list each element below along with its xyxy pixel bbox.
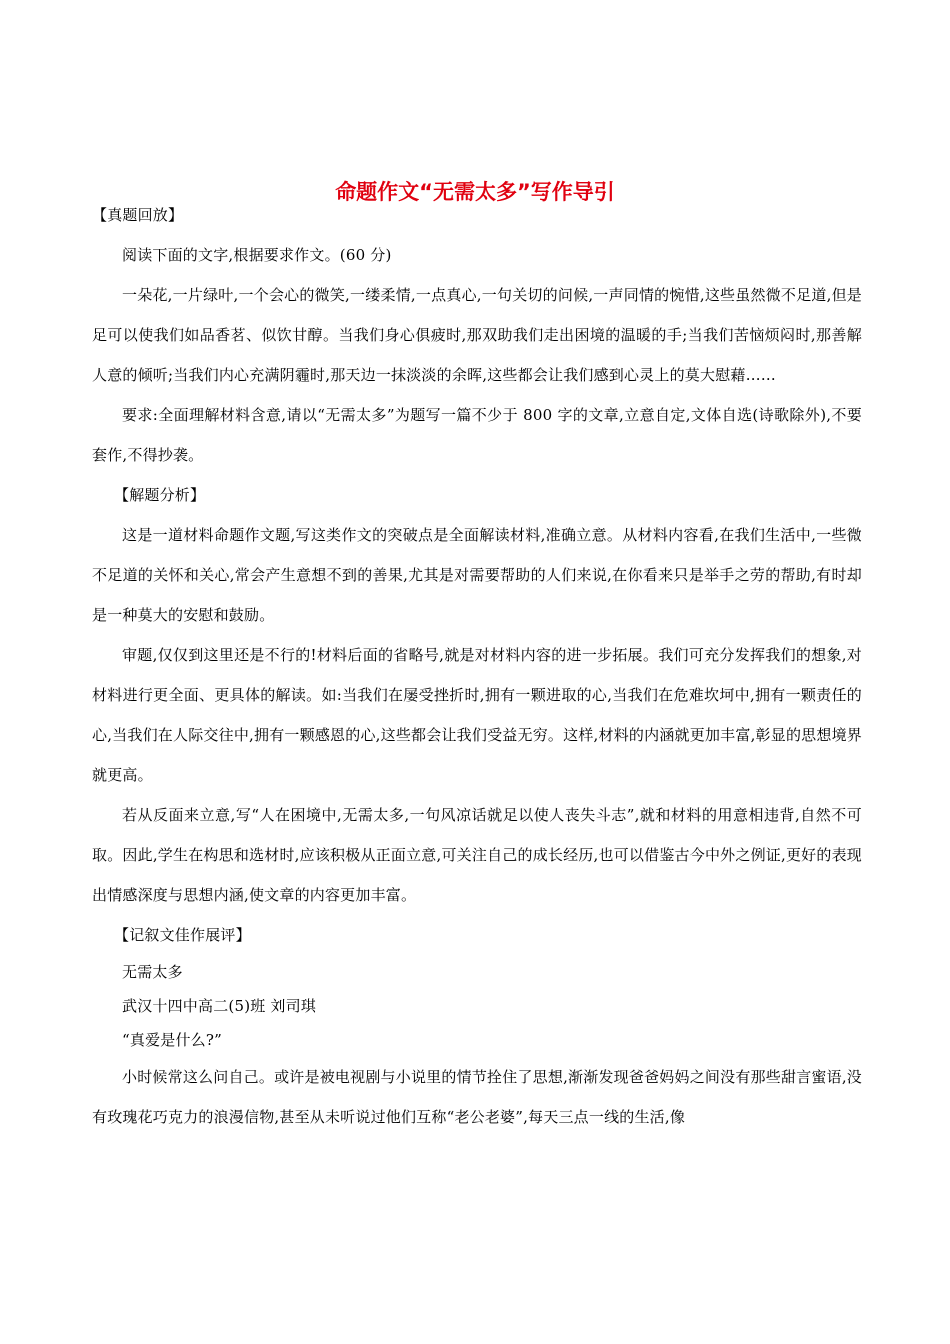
requirement-paragraph: 要求:全面理解材料含意,请以“无需太多”为题写一篇不少于 800 字的文章,立意自定,文体自选(诗歌除外),不要套作,不得抄袭。 <box>92 406 862 464</box>
document-body <box>92 203 862 1137</box>
essay-title: 无需太多 <box>122 963 183 981</box>
document-title: 命题作文“无需太多”写作导引 <box>335 180 615 204</box>
section-heading-jieti: 【解题分析】 <box>114 486 206 504</box>
essay-author: 武汉十四中高二(5)班 刘司琪 <box>122 997 317 1015</box>
essay-paragraph-1: 小时候常这么问自己。或许是被电视剧与小说里的情节拴住了思想,渐渐发现爸爸妈妈之间没有那些甜言蜜语,没有玫瑰花巧克力的浪漫信物,甚至从未听说过他们互称“老公老婆”,每天三点一线的生活,像 <box>92 1068 862 1126</box>
analysis-paragraph-1: 这是一道材料命题作文题,写这类作文的突破点是全面解读材料,准确立意。从材料内容看,在我们生活中,一些微不足道的关怀和关心,常会产生意想不到的善果,尤其是对需要帮助的人们来说,在你看来只是举手之劳的帮助,有时却是一种莫大的安慰和鼓励。 <box>92 526 862 624</box>
analysis-paragraph-2: 审题,仅仅到这里还是不行的!材料后面的省略号,就是对材料内容的进一步拓展。我们可充分发挥我们的想象,对材料进行更全面、更具体的解读。如:当我们在屡受挫折时,拥有一颗进取的心,当我们在危难坎坷中,拥有一颗责任的心,当我们在人际交往中,拥有一颗感恩的心,这些都会让我们受益无穷。这样,材料的内涵就更加丰富,彰显的思想境界就更高。 <box>92 646 862 784</box>
instruction-paragraph: 阅读下面的文字,根据要求作文。(60 分) <box>122 246 392 264</box>
material-paragraph: 一朵花,一片绿叶,一个会心的微笑,一缕柔情,一点真心,一句关切的问候,一声同情的惋惜,这些虽然微不足道,但是足可以使我们如品香茗、似饮甘醇。当我们身心俱疲时,那双助我们走出困境的温暖的手;当我们苦恼烦闷时,那善解人意的倾听;当我们内心充满阴霾时,那天边一抹淡淡的余晖,这些都会让我们感到心灵上的莫大慰藉…… <box>92 286 862 384</box>
essay-quote: “真爱是什么?” <box>122 1031 222 1049</box>
section-heading-zhenti: 【真题回放】 <box>92 206 184 224</box>
section-heading-jixu: 【记叙文佳作展评】 <box>114 926 251 944</box>
analysis-paragraph-3: 若从反面来立意,写“人在困境中,无需太多,一句风凉话就足以使人丧失斗志”,就和材料的用意相违背,自然不可取。因此,学生在构思和选材时,应该积极从正面立意,可关注自己的成长经历,也可以借鉴古今中外之例证,更好的表现出情感深度与思想内涵,使文章的内容更加丰富。 <box>92 806 862 904</box>
